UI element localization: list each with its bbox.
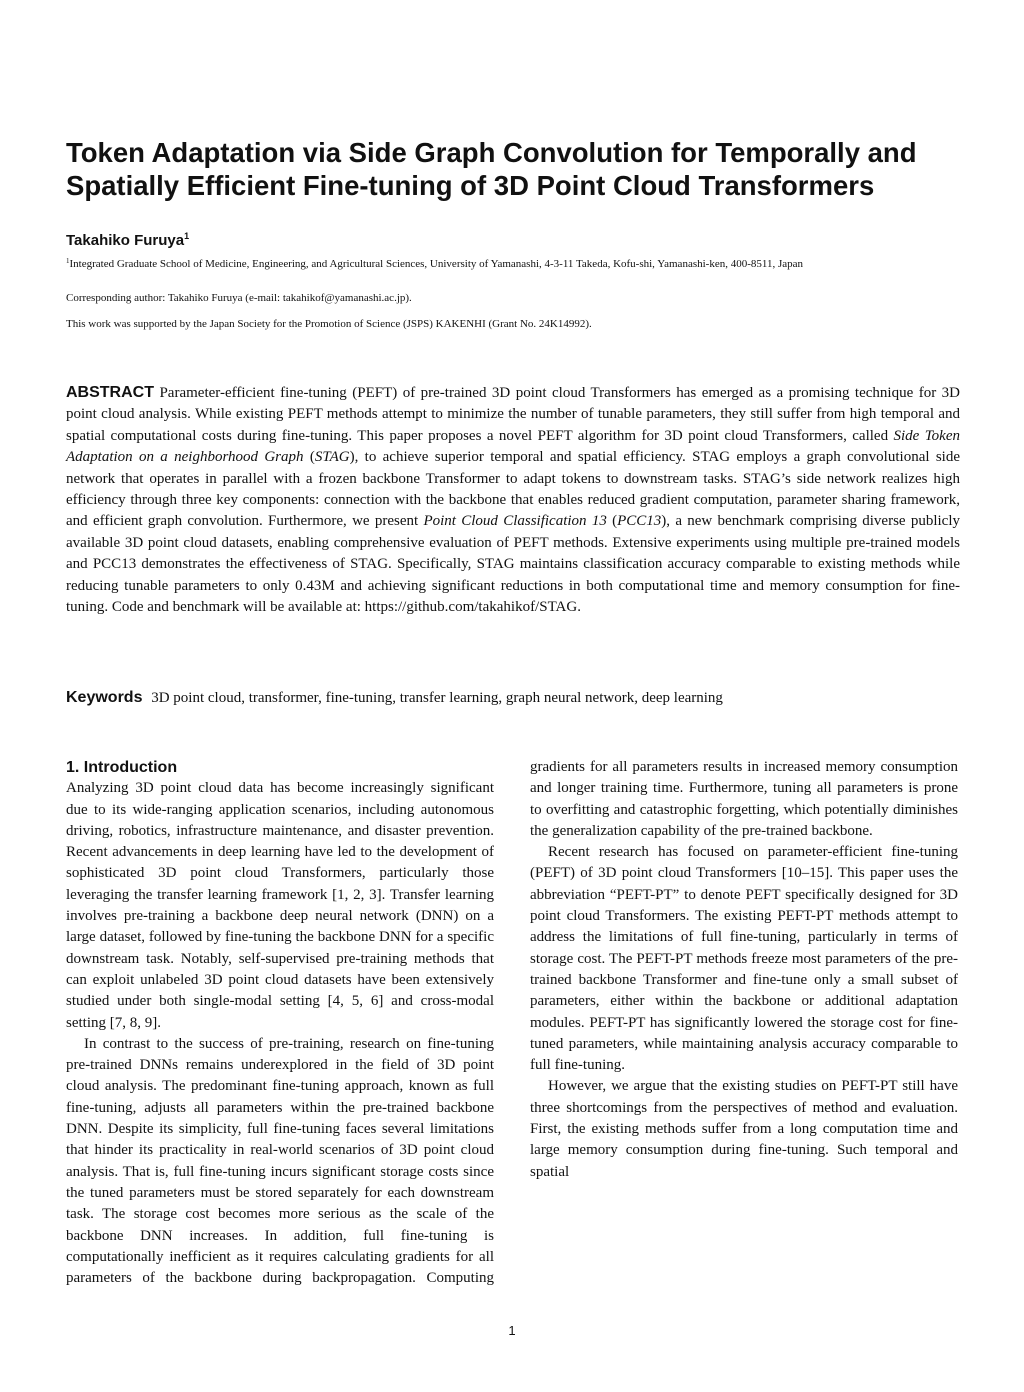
benchmark-name: Point Cloud Classification 13	[423, 513, 607, 530]
affiliation	[66, 254, 806, 273]
benchmark-abbreviation: PCC13	[617, 513, 662, 530]
method-name: Side Token Adaptation on a neighborhood Graph	[66, 427, 960, 466]
intro-paragraph-4: However, we argue that the existing studies on PEFT-PT still have three shortcomings from the perspectives of method and evaluation. First, the existing methods suffer from a long computation time and large memory consumption during fine-tuning. Such temporal and spatial	[530, 1078, 958, 1180]
method-abbreviation: STAG	[314, 449, 350, 466]
intro-paragraph-2: In contrast to the success of pre-training, research on fine-tuning pre-trained DNNs remains underexplored in the field of 3D point cloud analysis. The predominant fine-tuning approach, known as full fine-tuning, adjusts all parameters within the pre-trained backbone DNN. Despite its simplicity, full fine-tuning faces several limitations that hinder its practicality in real-world scenarios of 3D point cloud analysis. That is, full fine-tuning incurs significant storage costs since the tuned parameters must be stored separately for each downstream task. The storage cost becomes more serious as the scale of the backbone DNN increases. In addition, full fine-tuning is computationally inefficient as it requires calculating gradients for all parameters of the backbone during backpropagation. Computing	[66, 1035, 494, 1287]
intro-paragraph-1: Analyzing 3D point cloud data has become increasingly significant due to its wide-ranging application scenarios, including autonomous driving, robotics, infrastructure maintenance, and disaster prevention. Recent advancements in deep learning have led to the development of sophisticated 3D point cloud Transformers, particularly those leveraging the transfer learning framework [1, 2, 3]. Transfer learning involves pre-training a backbone deep neural network (DNN) on a large dataset, followed by fine-tuning the backbone DNN for a specific downstream task. Notably, self-supervised pre-training methods that can exploit unlabeled 3D point cloud datasets have been extensively studied under both single-modal setting [4, 5, 6] and cross-modal setting [7, 8, 9].	[66, 780, 494, 1031]
affiliation-text: Integrated Graduate School of Medicine, Engineering, and Agricultural Sciences, University of Yamanashi, 4-3-11 Takeda, Kofu-shi, Yamanashi-ken, 400-8511, Japan	[69, 258, 804, 270]
keywords-label: Keywords	[66, 689, 143, 706]
funding-note: This work was supported by the Japan Society for the Promotion of Science (JSPS) KAKENHI (Grant No. 24K14992).	[66, 318, 592, 330]
section-heading-introduction: 1. Introduction	[66, 759, 178, 776]
abstract-label: ABSTRACT	[66, 384, 154, 401]
keywords	[66, 689, 960, 707]
keywords-text: 3D point cloud, transformer, fine-tuning, transfer learning, graph neural network, deep learning	[151, 690, 723, 706]
right-column	[530, 757, 958, 1183]
abstract	[66, 382, 960, 618]
intro-paragraph-2-continued: gradients for all parameters results in increased memory consumption and longer training time. Furthermore, tuning all parameters is prone to overfitting and catastrophic forgetting, which potentially diminishes the generalization capability of the pre-trained backbone.	[530, 759, 958, 839]
affiliation-mark: 1	[66, 257, 70, 265]
author-affiliation-mark: 1	[184, 231, 190, 241]
abstract-text-2: (	[303, 449, 315, 466]
author-name: Takahiko Furuya	[66, 232, 185, 249]
page-number: 1	[508, 1323, 516, 1338]
abstract-text-1: Parameter-efficient fine-tuning (PEFT) of pre-trained 3D point cloud Transformers has emerged as a promising technique for 3D point cloud analysis. While existing PEFT methods attempt to minimize the number of tunable parameters, they still suffer from high temporal and spatial computational costs during fine-tuning. This paper proposes a novel PEFT algorithm for 3D point cloud Transformers, called	[66, 385, 960, 444]
abstract-text-4: (	[606, 513, 618, 530]
left-column	[66, 757, 494, 1289]
abstract-text-5: ), a new benchmark comprising diverse publicly available 3D point cloud datasets, enabling comprehensive evaluation of PEFT methods. Extensive experiments using multiple pre-trained models and PCC13 demonstrates the effectiveness of STAG. Specifically, STAG maintains classification accuracy comparable to existing methods while reducing tunable parameters to only 0.43M and achieving significant reductions in both computational time and memory consumption for fine-tuning. Code and benchmark will be available at: https://github.com/takahikof/STAG.	[66, 513, 961, 616]
author-line	[66, 231, 189, 249]
abstract-text-3: ), to achieve superior temporal and spatial efficiency. STAG employs a graph convolutional side network that operates in parallel with a frozen backbone Transformer to adapt tokens to downstream tasks. STAG’s side network realizes high efficiency through three key components: connection with the backbone that enables reduced gradient computation, parameter sharing framework, and efficient graph convolution. Furthermore, we present	[66, 449, 960, 530]
intro-paragraph-3: Recent research has focused on parameter-efficient fine-tuning (PEFT) of 3D point cloud Transformers [10–15]. This paper uses the abbreviation “PEFT-PT” to denote PEFT specifically designed for 3D point cloud Transformers. The existing PEFT-PT methods attempt to address the limitations of full fine-tuning, particularly in terms of storage cost. The PEFT-PT methods freeze most parameters of the pre-trained backbone Transformer and fine-tune only a small subset of parameters, either within the backbone or additional adaptation modules. PEFT-PT has significantly lowered the storage cost for fine-tuned parameters, while maintaining analysis accuracy comparable to full fine-tuning.	[530, 844, 958, 1074]
corresponding-author: Corresponding author: Takahiko Furuya (e-mail: takahikof@yamanashi.ac.jp).	[66, 292, 412, 304]
paper-title: Token Adaptation via Side Graph Convolution for Temporally and Spatially Efficient Fine-tuning of 3D Point Cloud Transformers	[66, 137, 917, 201]
